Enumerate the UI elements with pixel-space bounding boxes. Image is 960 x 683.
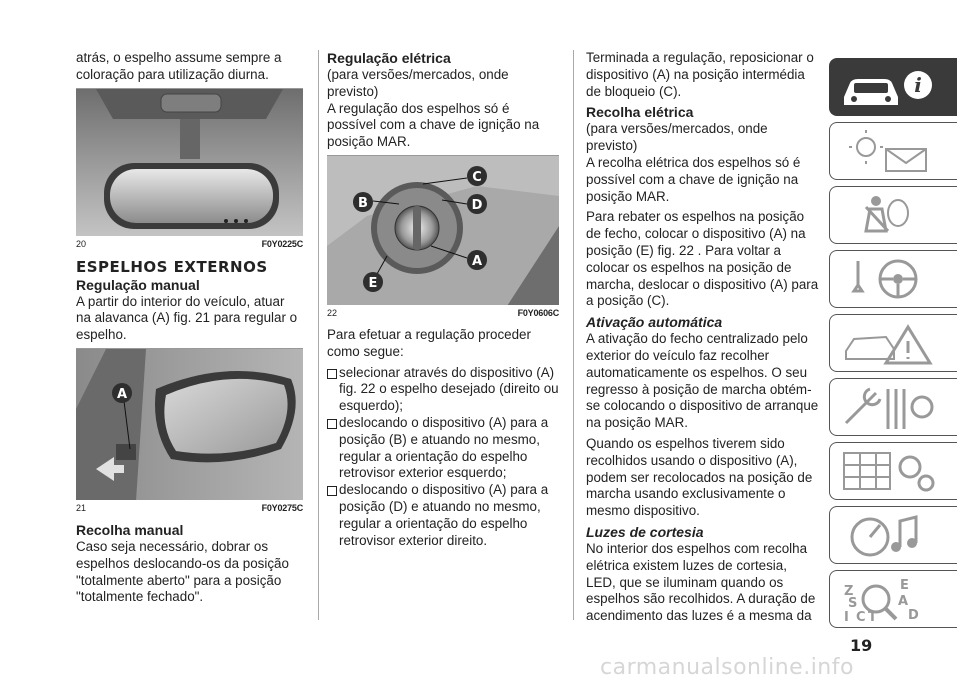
chapter-tab-dashboard[interactable] (829, 122, 957, 180)
index-letter: Z (844, 584, 854, 599)
auto-activation-text: A ativação do fecho centralizado pelo exterior do veículo faz recolher automaticamente os espelhos. O seu regresso à posição de marcha obtém-se colocando o dispositivo de arranque na posição MAR. (586, 331, 819, 431)
callout-letter: A (471, 253, 483, 269)
bullet-item: selecionar através do dispositivo (A) fig. 22 o espelho desejado (direito ou esquerdo); (327, 365, 559, 415)
multimedia-icon (836, 511, 946, 561)
svg-text:i: i (914, 73, 922, 97)
callout-letter: D (471, 197, 483, 213)
chapter-tab-safety[interactable] (829, 186, 957, 244)
electric-adjust-subtitle: (para versões/mercados, onde previsto) (327, 67, 509, 99)
figure-20-caption (76, 239, 303, 250)
bullet-item: deslocando o dispositivo (A) para a posição (D) e atuando no mesmo, regular a orientação do espelho retrovisor exterior direito. (327, 482, 559, 549)
electric-adjust-title: Regulação elétrica (327, 50, 451, 66)
manual-fold-text: Caso seja necessário, dobrar os espelhos deslocando-os da posição "totalmente aberto" para a posição "totalmente fechado". (76, 538, 289, 605)
courtesy-lights-title: Luzes de cortesia (586, 523, 704, 540)
courtesy-lights-text: No interior dos espelhos com recolha elétrica existem luzes de cortesia, LED, que se iluminam quando os espelhos são recolhidos. A duração de acendimento das luzes é a mesma da (586, 540, 816, 624)
callout-letter: A (116, 386, 128, 402)
figure-22-caption (327, 308, 559, 319)
manual-adjust-title: Regulação manual (76, 276, 200, 293)
electric-fold-title: Recolha elétrica (586, 104, 694, 121)
figure-number: 20 (76, 238, 87, 249)
electric-fold-text-2: Para rebater os espelhos na posição de fecho, colocar o dispositivo (A) na posição (E) fig. 22 . Para voltar a colocar os espelhos na posição de marcha, deslocar o dispositivo (A) para a posição (C). (586, 209, 819, 309)
chapter-tab-index[interactable] (829, 570, 957, 628)
index-letter: I (844, 610, 849, 625)
index-letter: C (856, 610, 866, 625)
bullet-item: deslocando o dispositivo (A) para a posição (B) e atuando no mesmo, regular a orientação do espelho retrovisor exterior esquerdo; (327, 415, 559, 482)
electric-adjust-text: A regulação dos espelhos só é possível com a chave de ignição na posição MAR. (327, 100, 540, 150)
airbag-seatbelt-icon (836, 191, 946, 241)
figure-code: F0Y0606C (517, 307, 559, 318)
chapter-tab-multimedia[interactable] (829, 506, 957, 564)
figure-21-side-mirror (76, 348, 303, 500)
chapter-tab-starting-driving[interactable] (829, 250, 957, 308)
index-icon (836, 575, 946, 625)
maintenance-icon (836, 383, 946, 433)
manual-fold-title: Recolha manual (76, 521, 184, 538)
index-letter: D (908, 608, 919, 623)
electric-fold-text: A recolha elétrica dos espelhos só é possível com a chave de ignição na posição MAR. (586, 154, 801, 204)
figure-22-mirror-control (327, 155, 559, 305)
column-divider (318, 50, 319, 620)
column-1 (76, 50, 303, 610)
figure-code: F0Y0225C (261, 238, 303, 249)
figure-number: 22 (327, 307, 338, 318)
figure-21-caption (76, 503, 303, 514)
car-info-icon (836, 63, 946, 113)
manual-adjust-text: A partir do interior do veículo, atuar na alavanca (A) fig. 21 para regular o espelho. (76, 293, 298, 343)
figure-20-rearview-mirror (76, 88, 303, 236)
intro-text: atrás, o espelho assume sempre a coloração para utilização diurna. (76, 50, 282, 82)
callout-letter: C (472, 169, 482, 185)
technical-data-icon (836, 447, 946, 497)
section-title: ESPELHOS EXTERNOS (76, 257, 268, 276)
chapter-tab-technical-data[interactable] (829, 442, 957, 500)
chapter-tab-emergency[interactable] (829, 314, 957, 372)
column-3 (586, 50, 820, 629)
auto-activation-text-2: Quando os espelhos tiverem sido recolhidos usando o dispositivo (A), podem ser recolocados na posição de marcha usando exclusivamente o mesmo dispositivo. (586, 435, 813, 519)
mirror-control-illustration (327, 156, 559, 305)
figure-code: F0Y0275C (261, 502, 303, 513)
index-letter: T (868, 610, 877, 625)
steering-wheel-icon (836, 255, 946, 305)
column-2 (327, 50, 559, 549)
index-letter: S (848, 596, 858, 611)
warning-lights-icon (836, 127, 946, 177)
electric-fold-subtitle: (para versões/mercados, onde previsto) (586, 121, 768, 154)
side-mirror-illustration (76, 349, 303, 500)
callout-letter: B (358, 195, 368, 211)
procedure-intro: Para efetuar a regulação proceder como segue: (327, 326, 531, 359)
watermark: carmanualsonline.info (600, 655, 854, 680)
chapter-tab-maintenance[interactable] (829, 378, 957, 436)
column-divider (573, 50, 574, 620)
callout-letter: E (368, 275, 378, 291)
page-number: 19 (850, 636, 873, 655)
index-letter: A (898, 594, 909, 609)
emergency-icon (836, 319, 946, 369)
figure-number: 21 (76, 502, 87, 513)
chapter-sidebar (829, 58, 957, 634)
chapter-tab-car-info[interactable] (829, 58, 957, 116)
rearview-mirror-illustration (76, 89, 303, 236)
auto-activation-title: Ativação automática (586, 314, 723, 331)
index-letter: E (900, 578, 909, 593)
continuation-text: Terminada a regulação, reposicionar o dispositivo (A) na posição intermédia de bloqueio (C). (586, 50, 814, 99)
